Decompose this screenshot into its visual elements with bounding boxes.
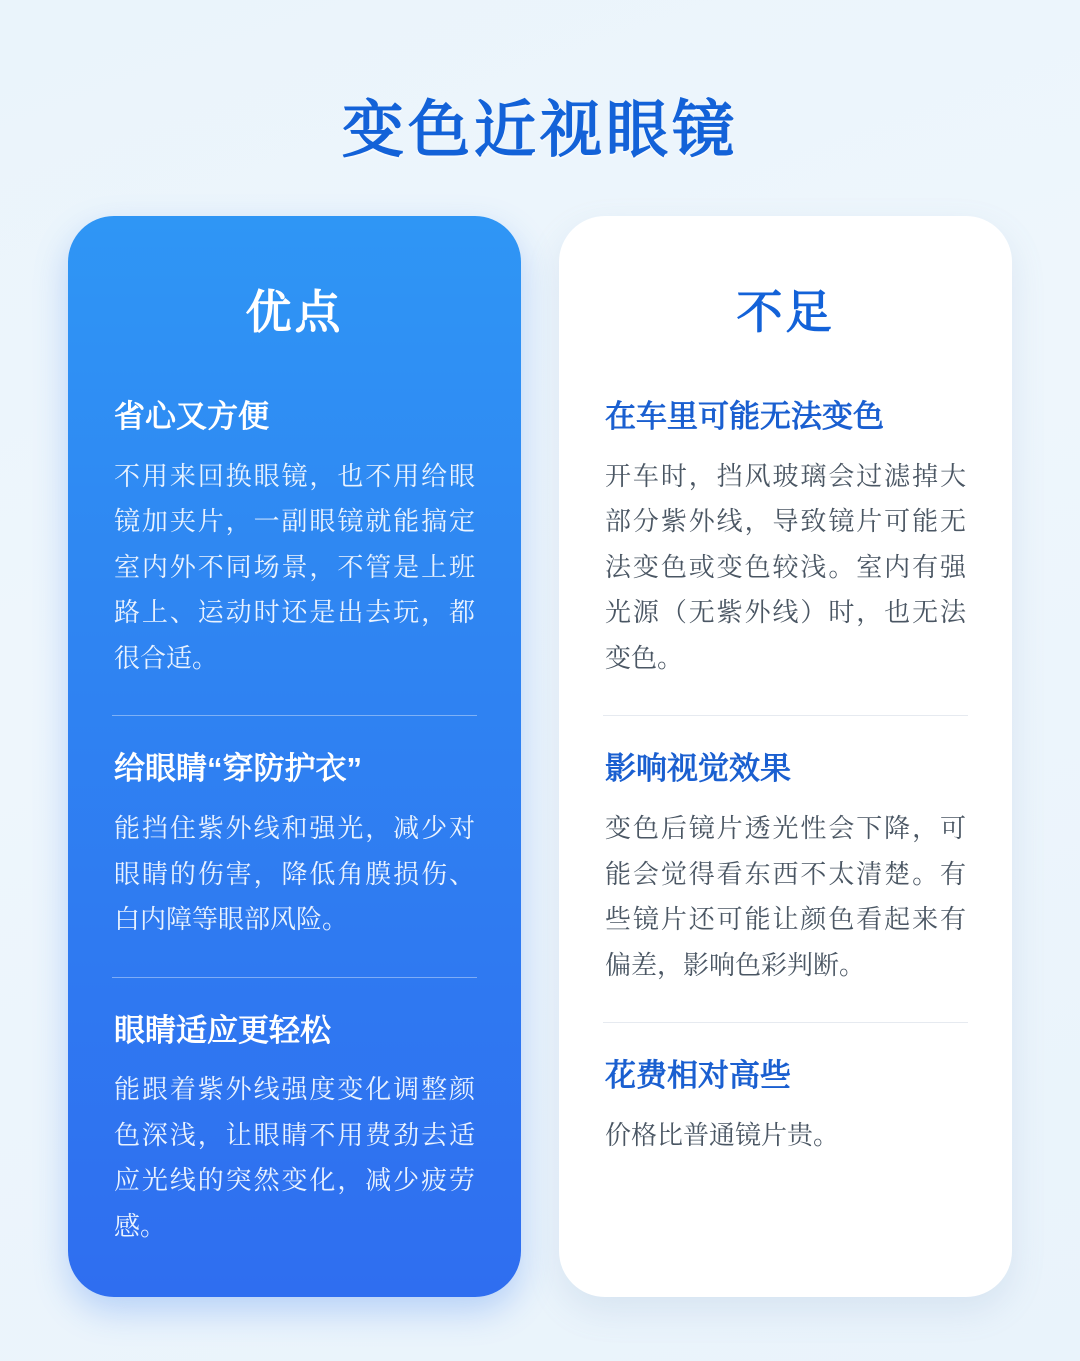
cons-section-3-title: 花费相对高些 xyxy=(605,1058,791,1094)
pros-divider-2 xyxy=(112,977,477,978)
comparison-cards xyxy=(0,216,1080,1298)
pros-section-2-title: 给眼睛“穿防护衣” xyxy=(114,751,362,787)
pros-section-3-title: 眼睛适应更轻松 xyxy=(114,1012,331,1048)
cons-section-1 xyxy=(601,396,970,681)
cons-divider-2 xyxy=(603,1022,968,1023)
pros-section-3-body: 能跟着紫外线强度变化调整颜色深浅，让眼睛不用费劲去适应光线的突然变化，减少疲劳感。 xyxy=(114,1074,475,1241)
cons-section-2-title: 影响视觉效果 xyxy=(605,751,791,787)
pros-card-heading: 优点 xyxy=(245,285,344,338)
cons-section-1-body: 开车时，挡风玻璃会过滤掉大部分紫外线，导致镜片可能无法变色或变色较浅。室内有强光源（无紫外线）时，也无法变色。 xyxy=(605,460,966,673)
infographic-page xyxy=(0,42,1080,1361)
cons-section-2 xyxy=(601,748,970,988)
cons-section-3 xyxy=(601,1055,970,1158)
pros-section-3 xyxy=(110,1010,479,1250)
pros-section-2-body: 能挡住紫外线和强光，减少对眼睛的伤害，降低角膜损伤、白内障等眼部风险。 xyxy=(114,813,475,935)
pros-section-1-title: 省心又方便 xyxy=(114,398,269,434)
pros-section-1-body: 不用来回换眼镜，也不用给眼镜加夹片，一副眼镜就能搞定室内外不同场景，不管是上班路上、运动时还是出去玩，都很合适。 xyxy=(114,460,475,673)
pros-section-2 xyxy=(110,748,479,942)
pros-section-1 xyxy=(110,396,479,681)
pros-card xyxy=(68,216,521,1298)
cons-section-3-body: 价格比普通镜片贵。 xyxy=(605,1119,840,1150)
page-title: 变色近视眼镜 xyxy=(341,95,738,165)
pros-divider-1 xyxy=(112,715,477,716)
cons-card-heading: 不足 xyxy=(736,285,835,338)
cons-section-1-title: 在车里可能无法变色 xyxy=(605,398,884,434)
cons-card xyxy=(559,216,1012,1298)
cons-section-2-body: 变色后镜片透光性会下降，可能会觉得看东西不太清楚。有些镜片还可能让颜色看起来有偏差，影响色彩判断。 xyxy=(605,813,966,980)
cons-divider-1 xyxy=(603,715,968,716)
